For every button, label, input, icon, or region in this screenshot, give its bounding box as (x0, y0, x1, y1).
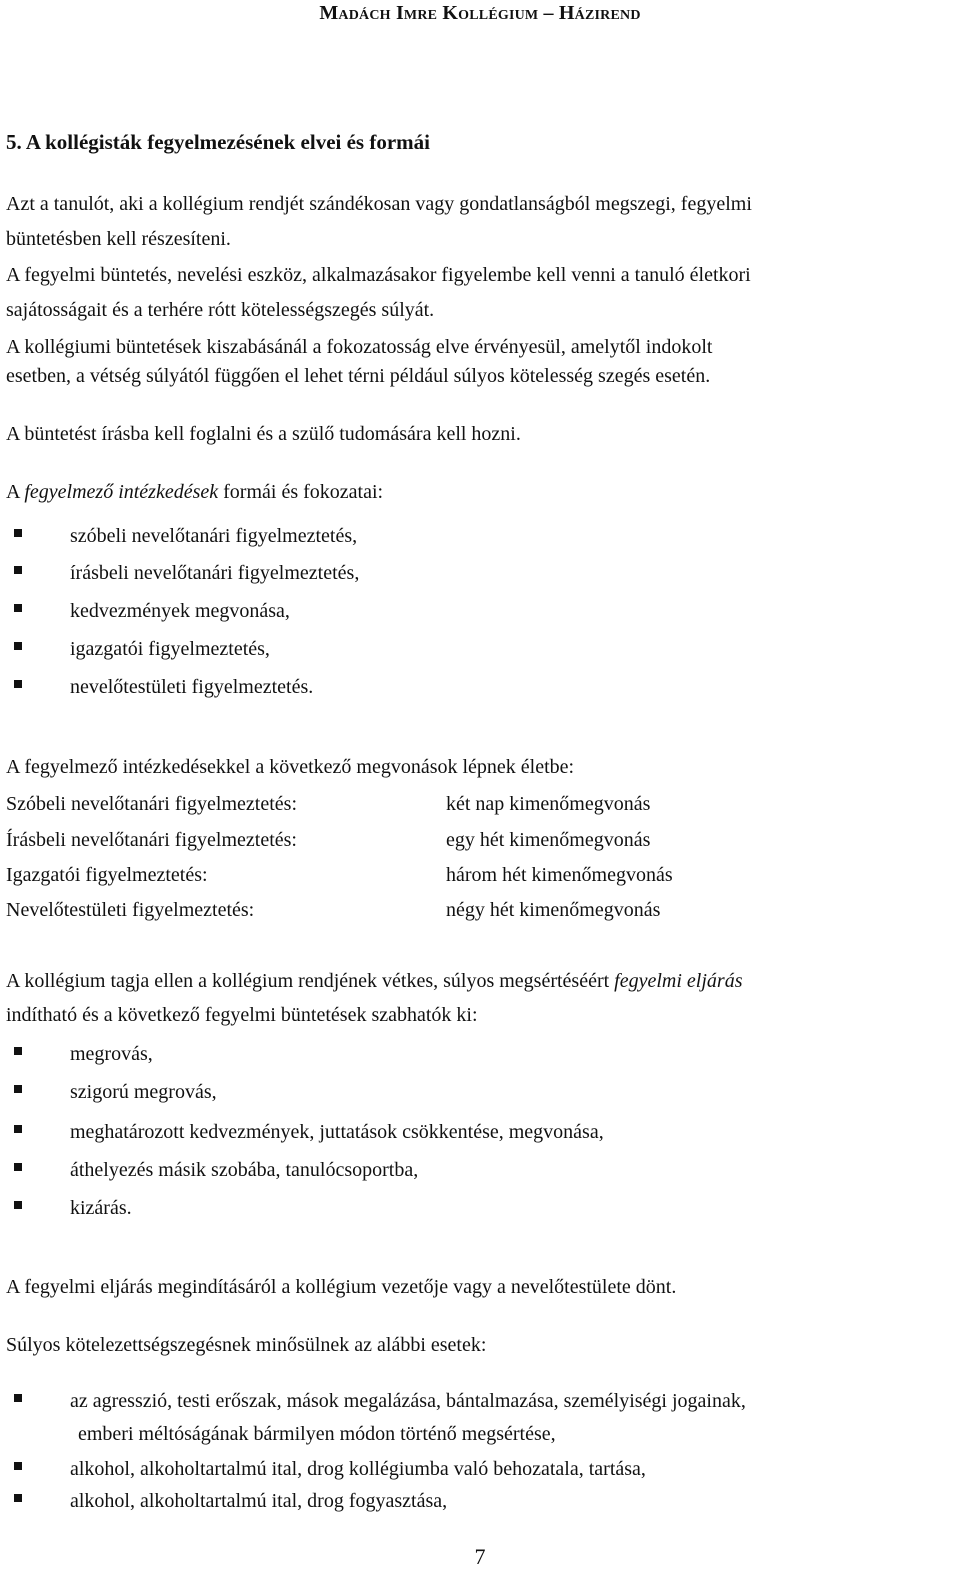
withdrawal-effect: egy hét kimenőmegvonás (446, 829, 651, 851)
paragraph-line: A kollégiumi büntetések kiszabásánál a fokozatosság elve érvényesül, amelytől indokolt (6, 336, 713, 358)
measures-lead (6, 481, 383, 504)
list-item: az agresszió, testi erőszak, mások megalázása, bántalmazása, személyiségi jogainak, (14, 1390, 746, 1413)
withdrawal-measure: Írásbeli nevelőtanári figyelmeztetés: (6, 829, 297, 851)
square-bullet-icon (14, 604, 22, 612)
paragraph-line: A fegyelmi büntetés, nevelési eszköz, alkalmazásakor figyelembe kell venni a tanuló életkori (6, 264, 751, 286)
list-item: kizárás. (14, 1197, 132, 1220)
square-bullet-icon (14, 1163, 22, 1171)
paragraph-line: esetben, a vétség súlyától függően el lehet térni például súlyos kötelesség szegés esetén. (6, 365, 711, 387)
square-bullet-icon (14, 1494, 22, 1502)
decision-line: A fegyelmi eljárás megindításáról a kollégium vezetője vagy a nevelőtestülete dönt. (6, 1276, 677, 1298)
list-item: meghatározott kedvezmények, juttatások csökkentése, megvonása, (14, 1121, 604, 1144)
withdrawals-lead: A fegyelmező intézkedésekkel a következő megvonások lépnek életbe: (6, 756, 575, 778)
withdrawal-measure: Igazgatói figyelmeztetés: (6, 864, 208, 886)
page-number: 7 (474, 1544, 486, 1569)
measures-lead-italic: fegyelmező intézkedések (24, 481, 219, 503)
withdrawal-effect: négy hét kimenőmegvonás (446, 899, 661, 921)
square-bullet-icon (14, 1462, 22, 1470)
list-item: alkohol, alkoholtartalmú ital, drog fogyasztása, (14, 1490, 447, 1513)
paragraph-line: sajátosságait és a terhére rótt kötelességszegés súlyát. (6, 299, 435, 321)
list-item: megrovás, (14, 1043, 153, 1066)
list-item: írásbeli nevelőtanári figyelmeztetés, (14, 562, 359, 585)
proceedings-text: A kollégium tagja ellen a kollégium rendjének vétkes, súlyos megsértéséért (6, 970, 615, 992)
square-bullet-icon (14, 1394, 22, 1402)
square-bullet-icon (14, 1201, 22, 1209)
square-bullet-icon (14, 1085, 22, 1093)
withdrawal-effect: három hét kimenőmegvonás (446, 864, 673, 886)
proceedings-line (6, 970, 742, 993)
proceedings-line: indítható és a következő fegyelmi büntetések szabhatók ki: (6, 1004, 478, 1026)
withdrawal-measure: Nevelőtestületi figyelmeztetés: (6, 899, 255, 921)
withdrawal-measure: Szóbeli nevelőtanári figyelmeztetés: (6, 793, 297, 815)
list-item: szigorú megrovás, (14, 1081, 217, 1104)
document-header: Madách Imre Kollégium – Házirend (319, 2, 641, 24)
list-item: nevelőtestületi figyelmeztetés. (14, 676, 313, 699)
withdrawal-effect: két nap kimenőmegvonás (446, 793, 651, 815)
list-item: áthelyezés másik szobába, tanulócsoportba, (14, 1159, 418, 1182)
square-bullet-icon (14, 566, 22, 574)
section-heading: 5. A kollégisták fegyelmezésének elvei és formái (6, 130, 430, 154)
square-bullet-icon (14, 680, 22, 688)
square-bullet-icon (14, 1125, 22, 1133)
paragraph-line: büntetésben kell részesíteni. (6, 228, 231, 250)
list-item: kedvezmények megvonása, (14, 600, 290, 623)
list-item: igazgatói figyelmeztetés, (14, 638, 270, 661)
measures-lead-start: A (6, 481, 25, 503)
list-item: szóbeli nevelőtanári figyelmeztetés, (14, 525, 357, 548)
severe-lead: Súlyos kötelezettségszegésnek minősülnek az alábbi esetek: (6, 1334, 487, 1356)
paragraph-line: Azt a tanulót, aki a kollégium rendjét szándékosan vagy gondatlanságból megszegi, fegyelmi (6, 193, 752, 215)
measures-lead-end: formái és fokozatai: (218, 481, 384, 503)
proceedings-italic: fegyelmi eljárás (614, 970, 743, 992)
list-item: alkohol, alkoholtartalmú ital, drog kollégiumba való behozatala, tartása, (14, 1458, 646, 1481)
list-item-continuation: emberi méltóságának bármilyen módon történő megsértése, (78, 1423, 556, 1445)
paragraph-line: A büntetést írásba kell foglalni és a szülő tudomására kell hozni. (6, 423, 521, 445)
square-bullet-icon (14, 529, 22, 537)
square-bullet-icon (14, 642, 22, 650)
square-bullet-icon (14, 1047, 22, 1055)
